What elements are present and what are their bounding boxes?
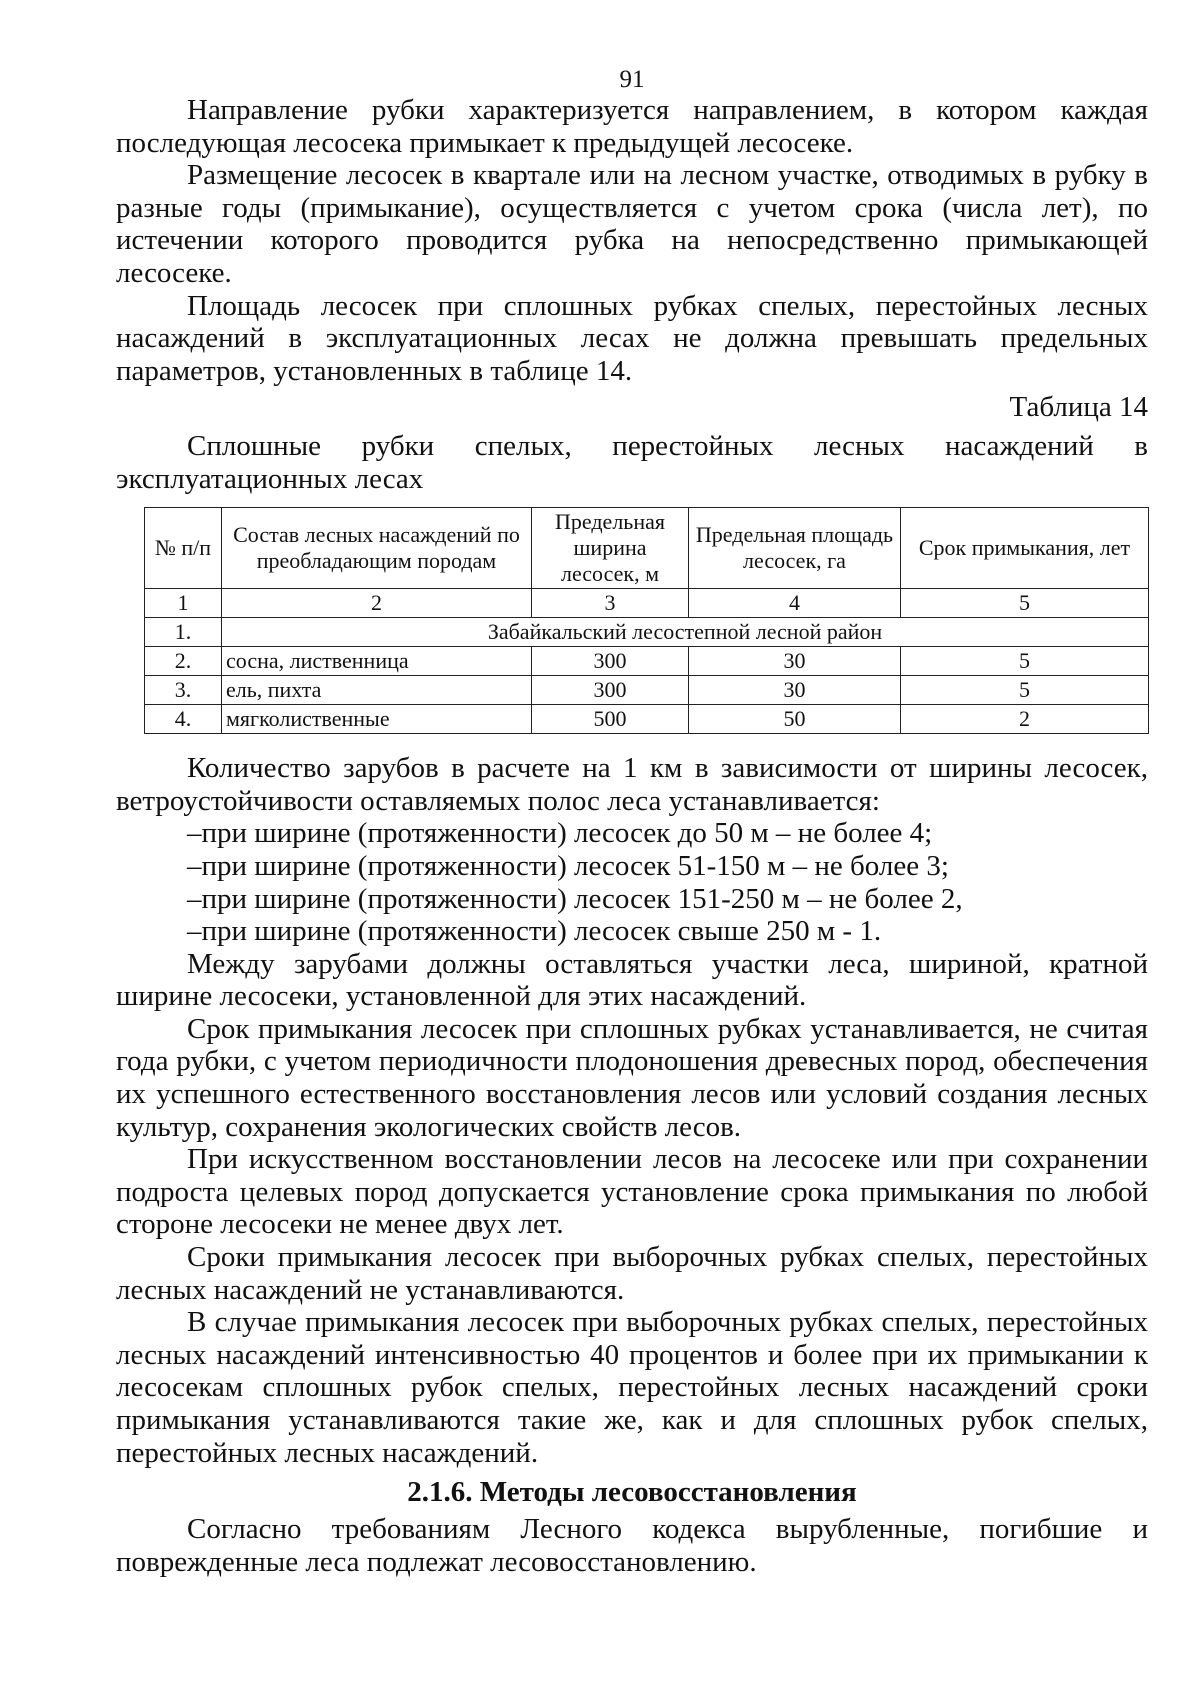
cutting-parameters-table [144,507,1149,734]
table-row [145,705,1149,734]
table-numbering-row [145,589,1149,618]
paragraph: При искусственном восстановлении лесов на лесосеке или при сохранении подроста целевых пород допускается установление срока примыкания по любой стороне лесосеки не менее двух лет. [116,1143,1148,1241]
paragraph: Количество зарубов в расчете на 1 км в зависимости от ширины лесосек, ветроустойчивости оставляемых полос леса устанавливается: [116,752,1148,817]
table-cell: 300 [532,647,689,676]
table-cell: 3. [145,676,222,705]
paragraph: Сроки примыкания лесосек при выборочных рубках спелых, перестойных лесных насаждений не устанавливаются. [116,1241,1148,1306]
table-cell: 300 [532,676,689,705]
paragraph: Согласно требованиям Лесного кодекса вырубленные, погибшие и поврежденные леса подлежат лесовосстановлению. [116,1513,1148,1578]
table-title: Сплошные рубки спелых, перестойных лесных насаждений в эксплуатационных лесах [116,429,1148,495]
table-cell: 4 [689,589,901,618]
paragraph: В случае примыкания лесосек при выборочных рубках спелых, перестойных лесных насаждений интенсивностью 40 процентов и более при их примыкании к лесосекам сплошных рубок спелых, перестойных лесных насаждений сроки примыкания устанавливаются такие же, как и для сплошных рубок спелых, перестойных лесных насаждений. [116,1306,1148,1469]
table-cell: 500 [532,705,689,734]
paragraph: Между зарубами должны оставляться участки леса, шириной, кратной ширине лесосеки, установленной для этих насаждений. [116,947,1148,1013]
table-cell: 2. [145,647,222,676]
paragraph: Направление рубки характеризуется направлением, в котором каждая последующая лесосека примыкает к предыдущей лесосеке. [116,94,1148,159]
list-item: –при ширине (протяженности) лесосек 51-150 м – не более 3; [187,849,949,882]
paragraph: Срок примыкания лесосек при сплошных рубках устанавливается, не считая года рубки, с учетом периодичности плодоношения древесных пород, обеспечения их успешного естественного восстановления лесов или условий создания лесных культур, сохранения экологических свойств лесов. [116,1012,1148,1143]
paragraph: Размещение лесосек в квартале или на лесном участке, отводимых в рубку в разные годы (примыкание), осуществляется с учетом срока (числа лет), по истечении которого проводится рубка на непосредственно примыкающей лесосеке. [116,159,1148,289]
region-cell: Забайкальский лесостепной лесной район [222,618,1149,647]
table-cell: 3 [532,589,689,618]
table-label: Таблица 14 [1009,391,1148,424]
header-cell: Срок примыкания, лет [901,508,1149,589]
list-item: –при ширине (протяженности) лесосек 151-250 м – не более 2, [187,882,963,915]
paragraph: Площадь лесосек при сплошных рубках спелых, перестойных лесных насаждений в эксплуатационных лесах не должна превышать предельных параметров, установленных в таблице 14. [116,289,1148,387]
document-page [116,66,1148,1578]
table-cell: 5 [901,676,1149,705]
table-row [145,676,1149,705]
table-cell: 2 [901,705,1149,734]
table-cell: мягколиственные [222,705,532,734]
table-cell: 1. [145,618,222,647]
section-heading: 2.1.6. Методы лесовосстановления [407,1476,857,1509]
list-item: –при ширине (протяженности) лесосек свыше 250 м - 1. [187,915,882,948]
header-cell: Состав лесных насаждений по преобладающим породам [222,508,532,589]
table-cell: 30 [689,676,901,705]
header-cell: Предельная площадь лесосек, га [689,508,901,589]
table-cell: 2 [222,589,532,618]
table-cell: 4. [145,705,222,734]
table-region-row [145,618,1149,647]
table-cell: 5 [901,647,1149,676]
header-cell: Предельная ширина лесосек, м [532,508,689,589]
table-cell: ель, пихта [222,676,532,705]
table-row [145,647,1149,676]
list-item: –при ширине (протяженности) лесосек до 50 м – не более 4; [187,817,933,850]
table-header-row [145,508,1149,589]
table-cell: сосна, лиственница [222,647,532,676]
table-cell: 50 [689,705,901,734]
page-number: 91 [619,66,645,93]
header-cell: № п/п [145,508,222,589]
table-cell: 30 [689,647,901,676]
table-cell: 1 [145,589,222,618]
table-cell: 5 [901,589,1149,618]
